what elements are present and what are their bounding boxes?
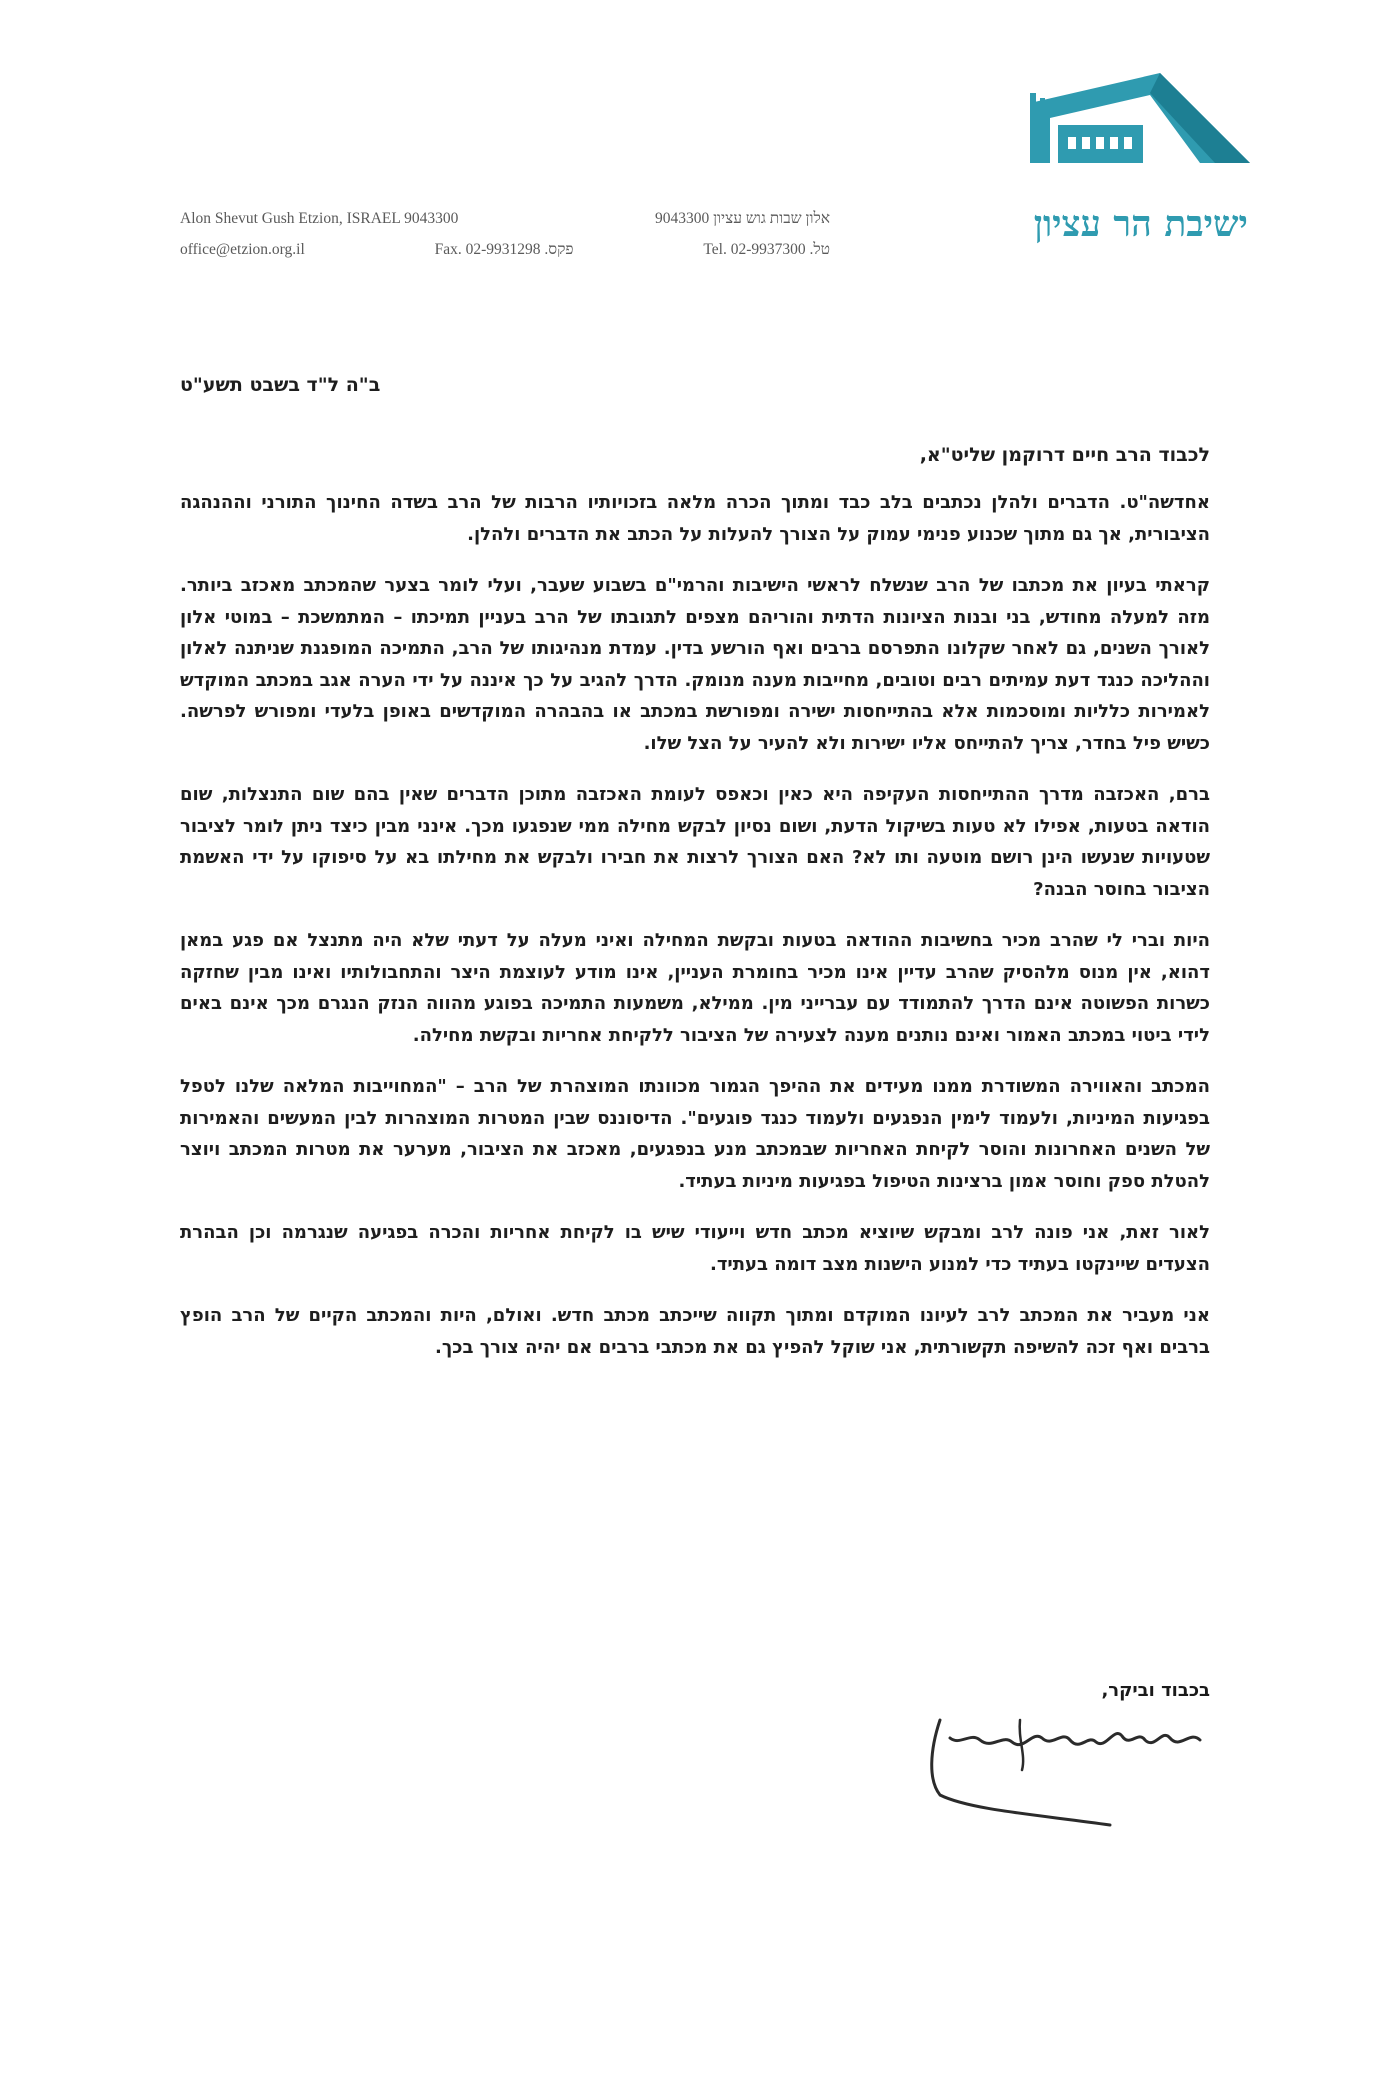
yeshiva-logo-icon bbox=[1010, 63, 1260, 173]
fax-number: Fax. 02-9931298 .פקס bbox=[434, 241, 574, 258]
contact-block bbox=[180, 203, 830, 265]
institution-name: ישיבת הר עציון bbox=[1033, 203, 1248, 245]
closing-line: בכבוד וביקר, bbox=[1101, 1680, 1210, 1701]
contact-row bbox=[180, 234, 830, 265]
tel-number: Tel. 02-9937300 .טל bbox=[703, 241, 830, 258]
handwritten-signature bbox=[900, 1700, 1230, 1840]
date-text: ב"ה ל"ד בשבט תשע"ט bbox=[180, 374, 381, 396]
address-en: Alon Shevut Gush Etzion, ISRAEL 9043300 bbox=[180, 210, 459, 227]
paragraph-5: המכתב והאווירה המשודרת ממנו מעידים את ההיפך הגמור מכוונתו המוצהרת של הרב – "המחוייבות המלאה שלנו לטפל בפגיעות המיניות, ולעמוד לימין הנפגעים ולעמוד כנגד פוגעים". הדיסוננס שבין המטרות המוצהרות לבין המעשים והאמירות של השנים האחרונות והוסר לקיחת האחריות שבמכתב מנע בנפגעים, מאכזב את הציבור, מערער את מטרות המכתב ויוצר להטלת ספק וחוסר אמון ברצינות הטיפול בפגיעות מיניות בעתיד. bbox=[180, 1076, 1210, 1192]
letter-date bbox=[180, 370, 1210, 402]
letterhead bbox=[180, 55, 1260, 258]
salutation: לכבוד הרב חיים דרוקמן שליט"א, bbox=[919, 443, 1210, 466]
letter-body bbox=[180, 370, 1210, 1383]
paragraph-1: אחדשה"ט. הדברים ולהלן נכתבים בלב כבד ומתוך הכרה מלאה בזכויותיו הרבות של הרב בשדה החינוך התורני וההנהגה הציבורית, אך גם מתוך שכנוע פנימי עמוק על הצורך להעלות על הכתב את הדברים ולהלן. bbox=[180, 492, 1210, 545]
address-he: אלון שבות גוש עציון 9043300 bbox=[654, 210, 830, 227]
paragraph-2: קראתי בעיון את מכתבו של הרב שנשלח לראשי הישיבות והרמי"ם בשבוע שעבר, ועלי לומר בצער שהמכתב מאכזב ביותר. מזה למעלה מחודש, בני ובנות הציונות הדתית והוריהם מצפים לתגובתו של הרב בעניין תמיכתו – המתמשכת – במוטי אלון לאורך השנים, גם לאחר שקלונו התפרסם ברבים ואף הורשע בדין. עמדת מנהיגותו של הרב, התמיכה המופגנת שניתנה לאלון וההליכה כנגד דעת עמיתים רבים וטובים, מחייבות מענה מנומק. הדרך להגיב על כך איננה על ידי הערה אגב במכתב המוקדש לאמירות כלליות ומוסכמות אלא בהתייחסות ישירה ומפורשת במכתב או בהבהרה המוקדשים באופן בלעדי ומפורש לפרשה. כשיש פיל בחדר, צריך להתייחס אליו ישירות ולא להעיר על הצל שלו. bbox=[180, 575, 1210, 754]
address-row bbox=[180, 203, 830, 234]
paragraph-6: לאור זאת, אני פונה לרב ומבקש שיוציא מכתב חדש וייעודי שיש בו לקיחת אחריות והכרה בפגיעה שנגרמה וכן הבהרת הצעדים שיינקטו בעתיד כדי למנוע הישנות מצב דומה בעתיד. bbox=[180, 1222, 1210, 1275]
paragraph-4: היות וברי לי שהרב מכיר בחשיבות ההודאה בטעות ובקשת המחילה ואיני מעלה על דעתי שלא היה מתנצל אם פגע במאן דהוא, אין מנוס מלהסיק שהרב עדיין אינו מכיר בחומרת העניין, אינו מודע לעוצמת היצר והתחבולותיו ואינו מבין שחזקה כשרות הפשוטה אינם הדרך להתמודד עם עברייני מין. ממילא, משמעות התמיכה בפוגע מהווה הנזק הנגרם מכך אינם באים לידי ביטוי במכתב האמור ואינם נותנים מענה לצעירה של הציבור ללקיחת אחריות ובקשת מחילה. bbox=[180, 930, 1210, 1046]
paragraph-3: ברם, האכזבה מדרך ההתייחסות העקיפה היא כאין וכאפס לעומת האכזבה מתוכן הדברים שאין בהם שום התנצלות, שום הודאה בטעות, אפילו לא טעות בשיקול הדעת, ושום נסיון לבקש מחילה ממי שנפגעו מכך. אינני מבין כיצד ניתן לומר לציבור שטעויות שנעשו הינן רושם מוטעה ותו לא? האם הצורך לרצות את חבירו ולבקש את מחילתו בא על סיפוקו על ידי האשמת הציבור בחוסר הבנה? bbox=[180, 784, 1210, 900]
email-link[interactable]: office@etzion.org.il bbox=[180, 241, 305, 258]
paragraph-7: אני מעביר את המכתב לרב לעיונו המוקדם ומתוך תקווה שייכתב מכתב חדש. ואולם, היות והמכתב הקיים של הרב הופץ ברבים ואף זכה להשיפה תקשורתית, אני שוקל להפיץ גם את מכתבי ברבים אם יהיה צורך בכך. bbox=[180, 1305, 1210, 1358]
